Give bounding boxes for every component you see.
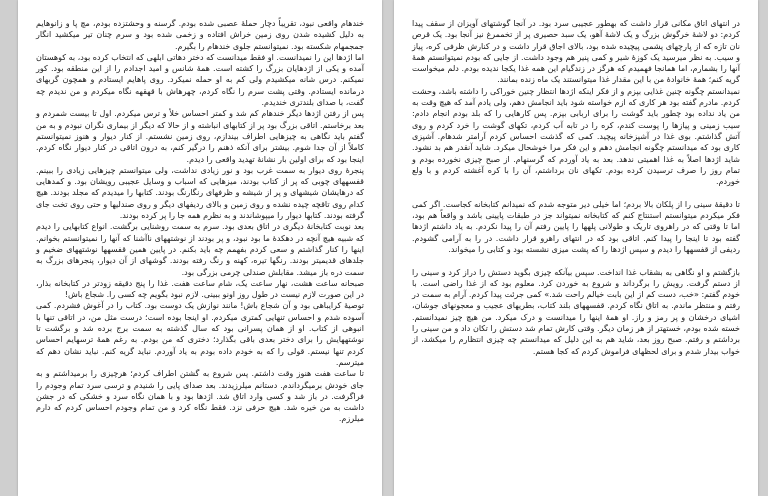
paragraph: اما اژدها این را نمیدانست. او فقط میدانست که دختر دهاتی ابلهی که انتخاب کرده بود، به کوهستان آمده و یکی از اژدهایان بزرگ را کشته است. همهٔ شانس و امید اجدادم را از این منطقه بود. کور نمیکنم. درس شانه میکشیدم ولی کم به او حمله نمیکرد. روی پاهایم ایستادم و همچون گربهای درمانده ایستادم. وقتی پشت سرم را نگاه کردم، چهرهاش با قهقهه نگاه میکردم و من ندیدم چه گفت، با صدای بلندتری خندیدم. — [36, 52, 364, 108]
paragraph: در انتهای اتاق مکانی قرار داشت که بهطور عجیبی سرد بود. در آنجا گوشتهای آویزان از سقف پیدا کردم: دو لاشهٔ خرگوش بزرگ و یک لاشهٔ آهو، یک سبد حصیری پر از تخممرغ نیز آنجا بود. یک قرص نان تازه که از پارچهای پشمی پیچیده شده بود، بالای اجاق قرار داشت و در کنارش ظرفی کره، پیاز و سیب. به نظر میرسید یک کوزهٔ شیر و کمی پنیر هم وجود داشت. از جایی که بودم نمیتوانستم همهٔ آنها را بشمارم، اما همانجا فهمیدم که هرگز در زندگیام این همه غذا یکجا ندیده بودم. دلم میخواست گریه کنم؛ همهٔ خانوادهٔ من با این مقدار غذا میتوانستند یک ماه زنده بمانند. — [412, 19, 740, 85]
paragraph: صبحانه ساعت هشت، نهار ساعت یک، شام ساعت هفت. غذا را پنج دقیقه زودتر در کتابخانه بذار، در این صورت لازم نیست در طول روز اونو ببینی. لازم نبود بگویم چه کسی را. شجاع باش! — [36, 278, 364, 300]
paragraph: تا ساعت هفت هنوز وقت داشتم. پس شروع به گشتن اطراف کردم؛ هرچیزی را برمیداشتم و به جای خودش برمیگرداندم. دستانم میلرزیدند. بعد صدای پایی را شنیدم و ترسی سرد تمام وجودم را فراگرفت. در باز شد و کسی وارد اتاق شد. اژدها بود و با همان نگاه سرد و خشکی که در جشن داشت به من خیره شد. هیچ حرفی نزد. فقط نگاه کرد و من تمام وجودم احساس کردم که دارم میلرزم. — [36, 369, 364, 424]
document-page-left — [18, 0, 382, 496]
paragraph-gap — [412, 187, 740, 198]
paragraph: تا دقیقهٔ سینی را از پلکان بالا بردم؛ اما خیلی دیر متوجه شدم که نمیدانم کتابخانه کجاست. اگر کمی فکر میکردم میتوانستم استنتاج کنم که کتابخانه نمیتواند جز در طبقات پایینی باشد و واقعاً هم بود، اما تا وقتی که در راهروی تاریک و طولانی پلهها را پایین رفتم آن را پیدا نکردم. به یاد داشتم اژدها گفته بود تا اینجا را پیدا کنم. اتاقی بود که در انتهای راهرو قرار داشت. در را به آرامی گشودم. ردیفی از قفسهها را دیدم و سپس اژدها را که پشت میزی نشسته بود و کتابی را میخواند. — [412, 199, 740, 254]
paragraph: توصیهٔ کرایباهی بود و آن شجاع باش! مانند نوازش یک دوست بود. کتاب را در آغوش فشردم. کمی آسوده شدم و احساس تنهایی کمتری میکردم. او اینجا بوده است؛ درست مثل من، در اتاقی تنها با انبوهی از کتاب. او از همان پسرانی بود که سال گذشته به سمت برج برده شد و برگشت تا نوشتههایش را برای دختر بعدی باقی بگذارد؛ دختری که من بودم. به رغم همهٔ ترسهایم احساس کردم تنها نیستم. قولی را که به خودم داده بودم به یاد آوردم. نباید گریه کنم. نباید نشان دهم که میترسم. — [36, 301, 364, 367]
page-right-text — [412, 18, 740, 357]
paragraph: بازگشتم و او نگاهی به بشقاب غذا انداخت. سپس بیآنکه چیزی بگوید دستش را دراز کرد و سینی را از دستم گرفت. رویش را برگرداند و شروع به خوردن کرد. معلوم بود که از غذا راضی است. با خودم گفتم: «خب، دست کم از این بابت خیالم راحت شد.» کمی جرئت پیدا کردم. آرام به سمت در رفتم و منتظر ماندم. به اتاق نگاه کردم. قفسههای بلند کتاب، بطریهای عجیب و معجونهای جوشان، اشیای درخشان و پر رمز و راز. او همهٔ اینها را میدانست و درک میکرد. من هیچ چیز نمیدانستم. خسته شده بودم، خستهتر از هر زمان دیگر. وقتی کارش تمام شد دستش را تکان داد و من سینی را برداشتم و رفتم. صبح روز بعد، شاید هم به این دلیل که میدانستم چه چیزی انتظارم را میکشد، از خواب بیدار شدم و برای لحظهای فراموش کردم که کجا هستم. — [412, 267, 740, 356]
paragraph: پنجرهٔ روی دیوار به سمت غرب بود و نور زیادی نداشت، ولی میتوانستم چیزهایی زیادی را ببینم. قفسههای چوبی که پر از کتاب بودند، میزهایی که اسباب و وسایل عجیبی رویشان بود. و کمدهایی که درهایشان شیشهای و پر از شیشه و ظرفهای رنگارنگ بودند. کتابها را میدیدم که مجلد بودند. هیچ کدام روی تاقچه چیده نشده و روی زمین و بالای ردیفهای دیگر و روی صندلیها و حتی روی تخت جای گرفته بودند. کتابها دیوار را میپوشاندند و به نظرم همه جا را پر کرده بودند. — [36, 165, 364, 221]
document-page-right — [394, 0, 758, 496]
paragraph: نمیدانستم چگونه چنین غذایی بپزم و از فکر اینکه اژدها انتظار چنین خوراکی را داشته باشد، وحشت کردم. مادرم گفته بود هر کاری که ازم خواسته شود باید انجامش دهم، ولی یادم آمد که هیچ وقت به من یاد نداده بود چطور باید گوشت را برای اربابی بپزم. پس کارهایی را که بلد بودم انجام دادم: سیب زمینی و پیازها را پوست کندم، کره را در تابه آب کردم، تکهای گوشت را خرد کردم و روی آتش گذاشتم. بوی غذا در آشپزخانه پیچید. کمی که گذشت احساس کردم آرامتر شدهام. آشپزی کاری بود که میدانستم چگونه انجامش دهم و این فکر مرا خوشحال میکرد. شاید آنقدر هم بد نشود. شاید اژدها اصلاً به غذا اهمیتی ندهد. بعد به یاد آوردم که گرسنهام. از صبح چیزی نخورده بودم و تمام روز را صرف ترسیدن کرده بودم. تکهای نان برداشتم، آن را با کره آغشته کردم و با ولع خوردم. — [412, 86, 740, 187]
paragraph: بعد نوبت کتابخانهٔ دیگری در اتاق بعدی بود. سرم به سمت روشنایی برگشت. انواع کتابهایی را دیدم که شبیه هیچ آنچه در دهکدهٔ ما بود نبود، و پر بودند از نوشتههای ناآشنا که آنها را نمیتوانستم بخوانم. اینها را کنار گذاشتم و سعی کردم بفهمم چه باید بکنم. در پایین همین قفسهها نوشتههای ضخیم و جلدهای قدیمیتر بودند. رنگها تیره، کهنه و رنگ رفته بودند. گوشهای از آن دیوار، پنجرهای بزرگ به سمت دره باز میشد. مقابلش صندلی چرمی بزرگی بود. — [36, 222, 364, 277]
paragraph: پس از رفتن اژدها دیگر خندهام کم شد و کمتر احساس خلأ و ترس میکردم. اول تا بیست شمردم و بعد برخاستم. اتاقی بزرگ بود پر از کتابهای انباشته و از حالا که دیگر از بیماری نگران نبودم و به من گفتم باید نگاهی به چیزهایی اطراف بیندازم، روی زمین نشستم. از کنار دیوار و هنوز نمیتوانستم کاملاً از آن جدا شوم. بیشتر برای آنکه ذهنم را درگیر کنم، به درون اتاقی در کنار دیوار نگاه کردم. اینجا بود که برای اولین بار نشانهٔ تهدید واقعی را دیدم. — [36, 109, 364, 164]
paragraph: خندهام واقعی نبود، تقریباً دچار حملهٔ عصبی شده بودم. گرسنه و وحشتزده بودم، مچ پا و زانوهایم به دلیل کشیده شدن روی زمین خراش افتاده و زخمی شده بود و سرم چنان تیر میکشید انگار جمجمهام شکسته بود. نمیتوانستم جلوی خندهام را بگیرم. — [36, 19, 364, 51]
paragraph-gap — [412, 255, 740, 266]
page-left-text — [36, 18, 364, 425]
